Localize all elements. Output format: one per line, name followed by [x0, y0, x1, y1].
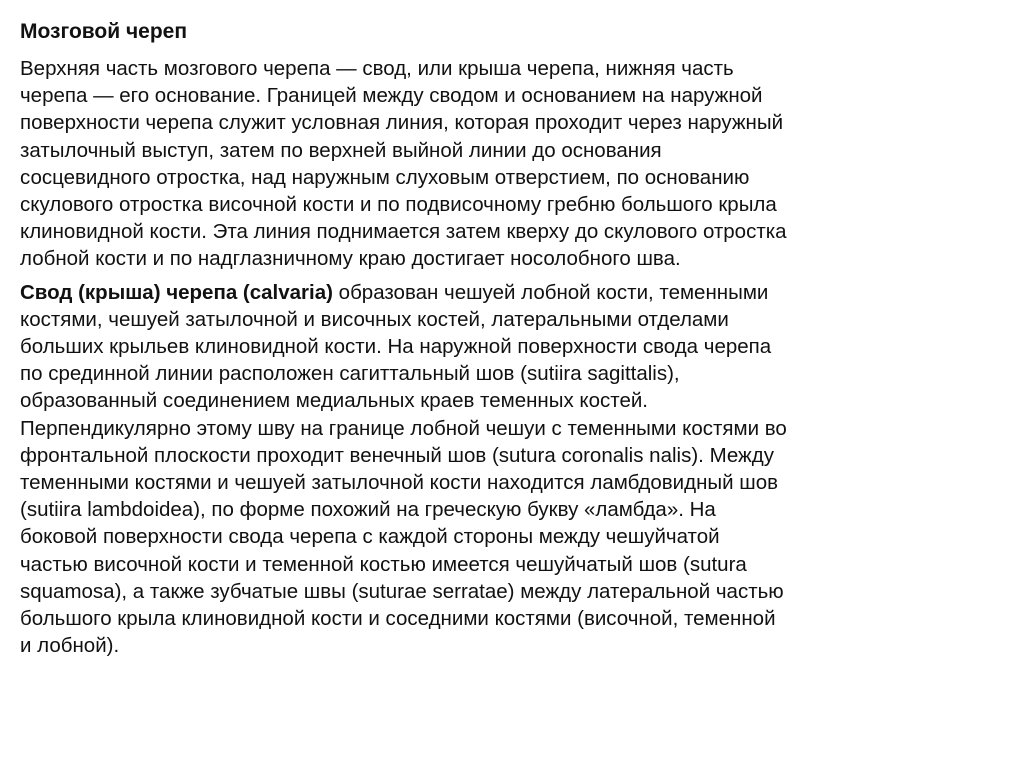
calvaria-description: образован чешуей лобной кости, теменными костями, чешуей затылочной и височных костей, латеральными отделами больших крыльев клиновидной кости. На наружной поверхности свода черепа по срединной линии расположен сагиттальный шов (sutiira sagittalis), образованный соединением медиальных краев теменных костей. Перпендикулярно этому шву на границе лобной чешуи с теменными костями во фронтальной плоскости проходит венечный шов (sutura coronalis nalis). Между теменными костями и чешуей затылочной кости находится ламбдовидный шов (sutiira lambdoidea), по форме похожий на греческую букву «ламбда». На боковой поверхности свода черепа с каждой стороны между чешуйчатой частью височной кости и теменной костью имеется чешуйчатый шов (sutura squamosa), а также зубчатые швы (suturae serratae) между латеральной частью большого крыла клиновидной кости и соседними костями (височной, теменной и лобной). — [20, 280, 787, 658]
calvaria-lead-term: Свод (крыша) черепа (calvaria) — [20, 280, 333, 304]
paragraph-calvaria — [20, 279, 1005, 660]
paragraph-skull-vault-boundary: Верхняя часть мозгового черепа — свод, или крыша черепа, нижняя часть черепа — его основание. Границей между сводом и основанием на наружной поверхности черепа служит условная линия, которая проходит через наружный затылочный выступ, затем по верхней выйной линии до основания сосцевидного отростка, над наружным слуховым отверстием, по основанию скулового отростка височной кости и по подвисочному гребню большого крыла клиновидной кости. Эта линия поднимается затем кверху до скулового отростка лобной кости и по надглазничному краю достигает носолобного шва. — [20, 57, 787, 271]
section-heading: Мозговой череп — [20, 20, 188, 43]
slide-content — [20, 18, 1005, 659]
